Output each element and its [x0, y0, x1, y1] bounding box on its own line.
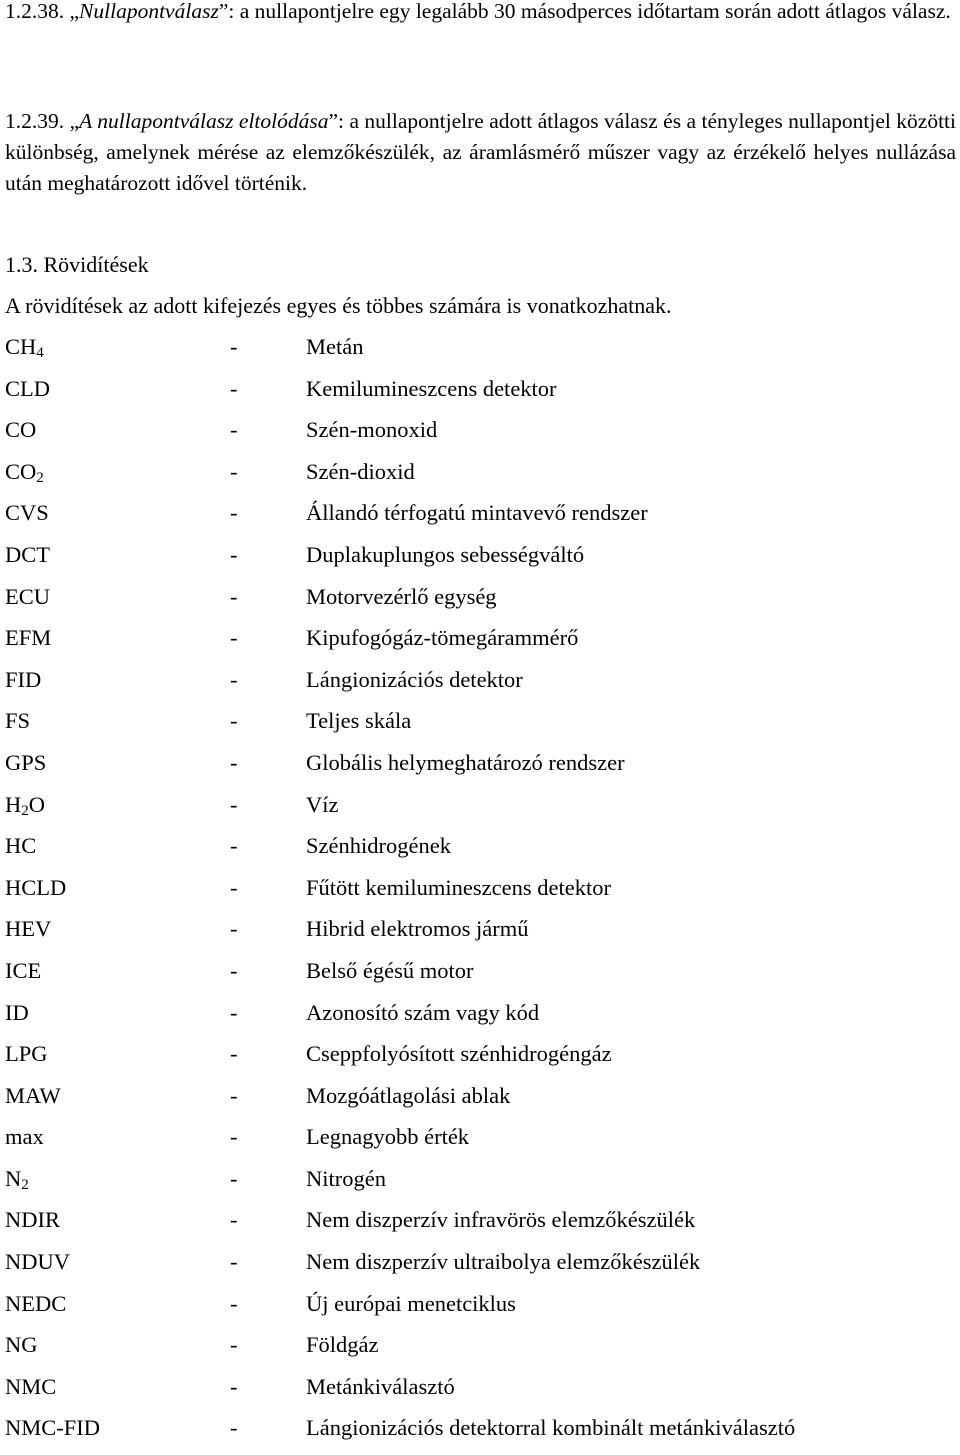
abbreviation-meaning: Szénhidrogének [306, 833, 451, 859]
abbreviation-term-subscript: 2 [36, 469, 44, 486]
abbreviation-row [0, 1372, 960, 1414]
abbreviation-term-base: EFM [5, 625, 52, 651]
abbreviation-row [0, 831, 960, 873]
abbreviation-term-base: NDUV [5, 1249, 70, 1275]
abbreviation-separator: - [230, 1041, 238, 1067]
abbreviation-meaning: Nitrogén [306, 1165, 386, 1191]
abbreviation-term [5, 582, 50, 612]
abbreviation-term-rest: O [28, 791, 45, 817]
definition-text: : a nullapontjelre egy legalább 30 másodperces időtartam során adott átlagos válasz. [228, 0, 951, 23]
abbreviation-term-base: NMC [5, 1373, 57, 1399]
abbreviation-term [5, 1081, 61, 1111]
abbreviation-term-subscript: 4 [36, 345, 44, 361]
abbreviation-term-base: CLD [5, 375, 50, 401]
abbreviation-term [5, 415, 36, 445]
abbreviation-meaning: Duplakuplungos sebességváltó [306, 541, 585, 567]
abbreviation-meaning: Nem diszperzív ultraibolya elemzőkészülék [306, 1249, 701, 1275]
abbreviation-row [0, 748, 960, 790]
abbreviation-separator: - [230, 749, 238, 775]
abbreviation-row [0, 790, 960, 832]
definition-number: 1.2.39. [5, 109, 65, 133]
abbreviation-row [0, 1289, 960, 1331]
abbreviation-separator: - [230, 666, 238, 692]
abbreviation-meaning: Belső égésű motor [306, 957, 474, 983]
abbreviation-separator: - [230, 1332, 238, 1358]
abbreviation-row [0, 665, 960, 707]
definition-1-2-38: 1.2.38. „Nullapontválasz”: a nullapontjelre egy legalább 30 másodperces időtartam során adott átlagos válasz. [5, 0, 951, 23]
abbreviation-separator: - [230, 1124, 238, 1150]
abbreviation-separator: - [230, 874, 238, 900]
abbreviation-row [0, 1205, 960, 1247]
abbreviation-term [5, 1330, 38, 1360]
abbreviation-row [0, 540, 960, 582]
abbreviation-row [0, 457, 960, 499]
abbreviation-term [5, 623, 51, 653]
abbreviation-separator: - [230, 916, 238, 942]
abbreviation-row [0, 1122, 960, 1164]
abbreviation-row [0, 1247, 960, 1289]
abbreviation-separator: - [230, 500, 238, 526]
abbreviation-meaning: Hibrid elektromos jármű [306, 916, 529, 942]
abbreviation-separator: - [230, 458, 238, 484]
abbreviation-row [0, 374, 960, 416]
section-intro: A rövidítések az adott kifejezés egyes és többes számára is vonatkozhatnak. [5, 293, 672, 318]
abbreviation-row [0, 332, 960, 374]
abbreviation-row [0, 623, 960, 665]
abbreviation-meaning: Cseppfolyósított szénhidrogéngáz [306, 1041, 612, 1067]
abbreviation-separator: - [230, 957, 238, 983]
abbreviation-term [5, 1039, 48, 1069]
abbreviation-meaning: Kemilumineszcens detektor [306, 375, 557, 401]
abbreviation-meaning: Lángionizációs detektor [306, 666, 523, 692]
abbreviation-term-base: ICE [5, 957, 42, 983]
abbreviation-term [5, 540, 50, 570]
abbreviation-term-base: NEDC [5, 1290, 67, 1316]
abbreviation-separator: - [230, 334, 238, 359]
abbreviation-term-subscript: 2 [21, 802, 29, 819]
abbreviation-term [5, 1289, 66, 1319]
section-heading: 1.3. Rövidítések [5, 252, 149, 277]
abbreviation-term-base: HC [5, 833, 37, 859]
abbreviation-row [0, 415, 960, 457]
abbreviation-term-base: NMC-FID [5, 1415, 101, 1441]
abbreviation-row [0, 582, 960, 624]
abbreviation-separator: - [230, 999, 238, 1025]
abbreviation-term-base: DCT [5, 541, 50, 567]
abbreviation-term-base: max [5, 1124, 44, 1150]
abbreviation-term [5, 1164, 29, 1194]
abbreviation-term [5, 748, 46, 778]
abbreviation-separator: - [230, 791, 238, 817]
abbreviation-term-base: ID [5, 999, 29, 1025]
abbreviation-row [0, 873, 960, 915]
abbreviation-meaning: Kipufogógáz-tömegárammérő [306, 625, 579, 651]
abbreviation-term [5, 498, 49, 528]
abbreviation-term-base: LPG [5, 1041, 48, 1067]
abbreviation-separator: - [230, 1290, 238, 1316]
abbreviation-row [0, 498, 960, 540]
abbreviation-meaning: Szén-dioxid [306, 458, 415, 484]
abbreviation-separator: - [230, 625, 238, 651]
abbreviation-term [5, 1413, 100, 1443]
definition-term: A nullapontválasz eltolódása [79, 109, 329, 133]
abbreviation-term-base: H [5, 791, 22, 817]
definition-1-2-39: 1.2.39. „A nullapontválasz eltolódása”: a nullapontjelre adott átlagos válasz és a tényleges nullapontjel közötti különbség, amelynek mérése az elemzőkészülék, az áramlásmérő műszer vagy az érzékelő helyes nullázása után meghatározott idővel történik. [5, 109, 956, 195]
definition-text: : a nullapontjelre adott átlagos válasz és a tényleges nullapontjel közötti különbség, amelynek mérése az elemzőkészülék, az áramlásmérő műszer vagy az érzékelő helyes nullázása után meghatározott idővel történik. [5, 109, 956, 195]
abbreviation-meaning: Földgáz [306, 1332, 379, 1358]
abbreviation-separator: - [230, 1249, 238, 1275]
abbreviation-term-base: CO [5, 417, 37, 443]
abbreviation-term [5, 1372, 56, 1402]
abbreviation-term [5, 1205, 60, 1235]
abbreviation-meaning: Lángionizációs detektorral kombinált metánkiválasztó [306, 1415, 796, 1441]
abbreviation-separator: - [230, 541, 238, 567]
abbreviation-separator: - [230, 1207, 238, 1233]
abbreviation-separator: - [230, 1373, 238, 1399]
abbreviation-meaning: Legnagyobb érték [306, 1124, 470, 1150]
abbreviation-term-base: NDIR [5, 1207, 60, 1233]
abbreviation-term-base: CH [5, 334, 37, 359]
abbreviation-meaning: Teljes skála [306, 708, 412, 734]
abbreviation-term [5, 956, 41, 986]
abbreviation-meaning: Új európai menetciklus [306, 1290, 516, 1316]
abbreviation-term [5, 1247, 70, 1277]
abbreviation-row [0, 706, 960, 748]
abbreviation-term [5, 332, 44, 362]
abbreviation-term-base: MAW [5, 1082, 61, 1108]
definition-number: 1.2.38. [5, 0, 65, 23]
abbreviation-separator: - [230, 583, 238, 609]
abbreviation-term-base: HEV [5, 916, 52, 942]
abbreviation-meaning: Globális helymeghatározó rendszer [306, 749, 625, 775]
abbreviation-row [0, 956, 960, 998]
abbreviation-term-base: N [5, 1165, 22, 1191]
abbreviation-separator: - [230, 1165, 238, 1191]
definition-term: Nullapontválasz [79, 0, 219, 23]
abbreviation-row [0, 914, 960, 956]
abbreviation-row [0, 1081, 960, 1123]
abbreviation-meaning: Állandó térfogatú mintavevő rendszer [306, 500, 648, 526]
abbreviation-term [5, 706, 30, 736]
abbreviation-term-base: FS [5, 708, 31, 734]
abbreviation-term [5, 790, 45, 820]
abbreviation-separator: - [230, 1082, 238, 1108]
abbreviation-meaning: Azonosító szám vagy kód [306, 999, 540, 1025]
abbreviation-row [0, 1413, 960, 1455]
abbreviation-list [0, 332, 960, 1455]
abbreviation-term-base: ECU [5, 583, 50, 609]
abbreviation-term-base: FID [5, 666, 42, 692]
abbreviation-meaning: Nem diszperzív infravörös elemzőkészülék [306, 1207, 696, 1233]
abbreviation-row [0, 1330, 960, 1372]
abbreviation-meaning: Fűtött kemilumineszcens detektor [306, 874, 611, 900]
abbreviation-meaning: Motorvezérlő egység [306, 583, 497, 609]
abbreviation-term [5, 1122, 44, 1152]
abbreviation-meaning: Metánkiválasztó [306, 1373, 455, 1399]
abbreviation-term-base: CVS [5, 500, 49, 526]
abbreviation-separator: - [230, 833, 238, 859]
abbreviation-term [5, 873, 66, 903]
abbreviation-term-subscript: 2 [21, 1176, 29, 1193]
abbreviation-row [0, 1164, 960, 1206]
abbreviation-term [5, 998, 29, 1028]
abbreviation-term [5, 665, 41, 695]
abbreviation-separator: - [230, 1415, 238, 1441]
abbreviation-meaning: Víz [306, 791, 339, 817]
abbreviation-term-base: NG [5, 1332, 38, 1358]
abbreviation-separator: - [230, 417, 238, 443]
abbreviation-meaning: Metán [306, 334, 364, 359]
abbreviation-row [0, 1039, 960, 1081]
abbreviation-row [0, 998, 960, 1040]
abbreviation-separator: - [230, 375, 238, 401]
abbreviation-term-base: CO [5, 458, 37, 484]
abbreviation-term [5, 914, 51, 944]
abbreviation-term [5, 831, 36, 861]
abbreviation-separator: - [230, 708, 238, 734]
abbreviation-term-base: HCLD [5, 874, 67, 900]
abbreviation-term [5, 457, 44, 487]
abbreviation-term [5, 374, 50, 404]
abbreviation-meaning: Mozgóátlagolási ablak [306, 1082, 511, 1108]
abbreviation-meaning: Szén-monoxid [306, 417, 438, 443]
abbreviation-term-base: GPS [5, 749, 47, 775]
